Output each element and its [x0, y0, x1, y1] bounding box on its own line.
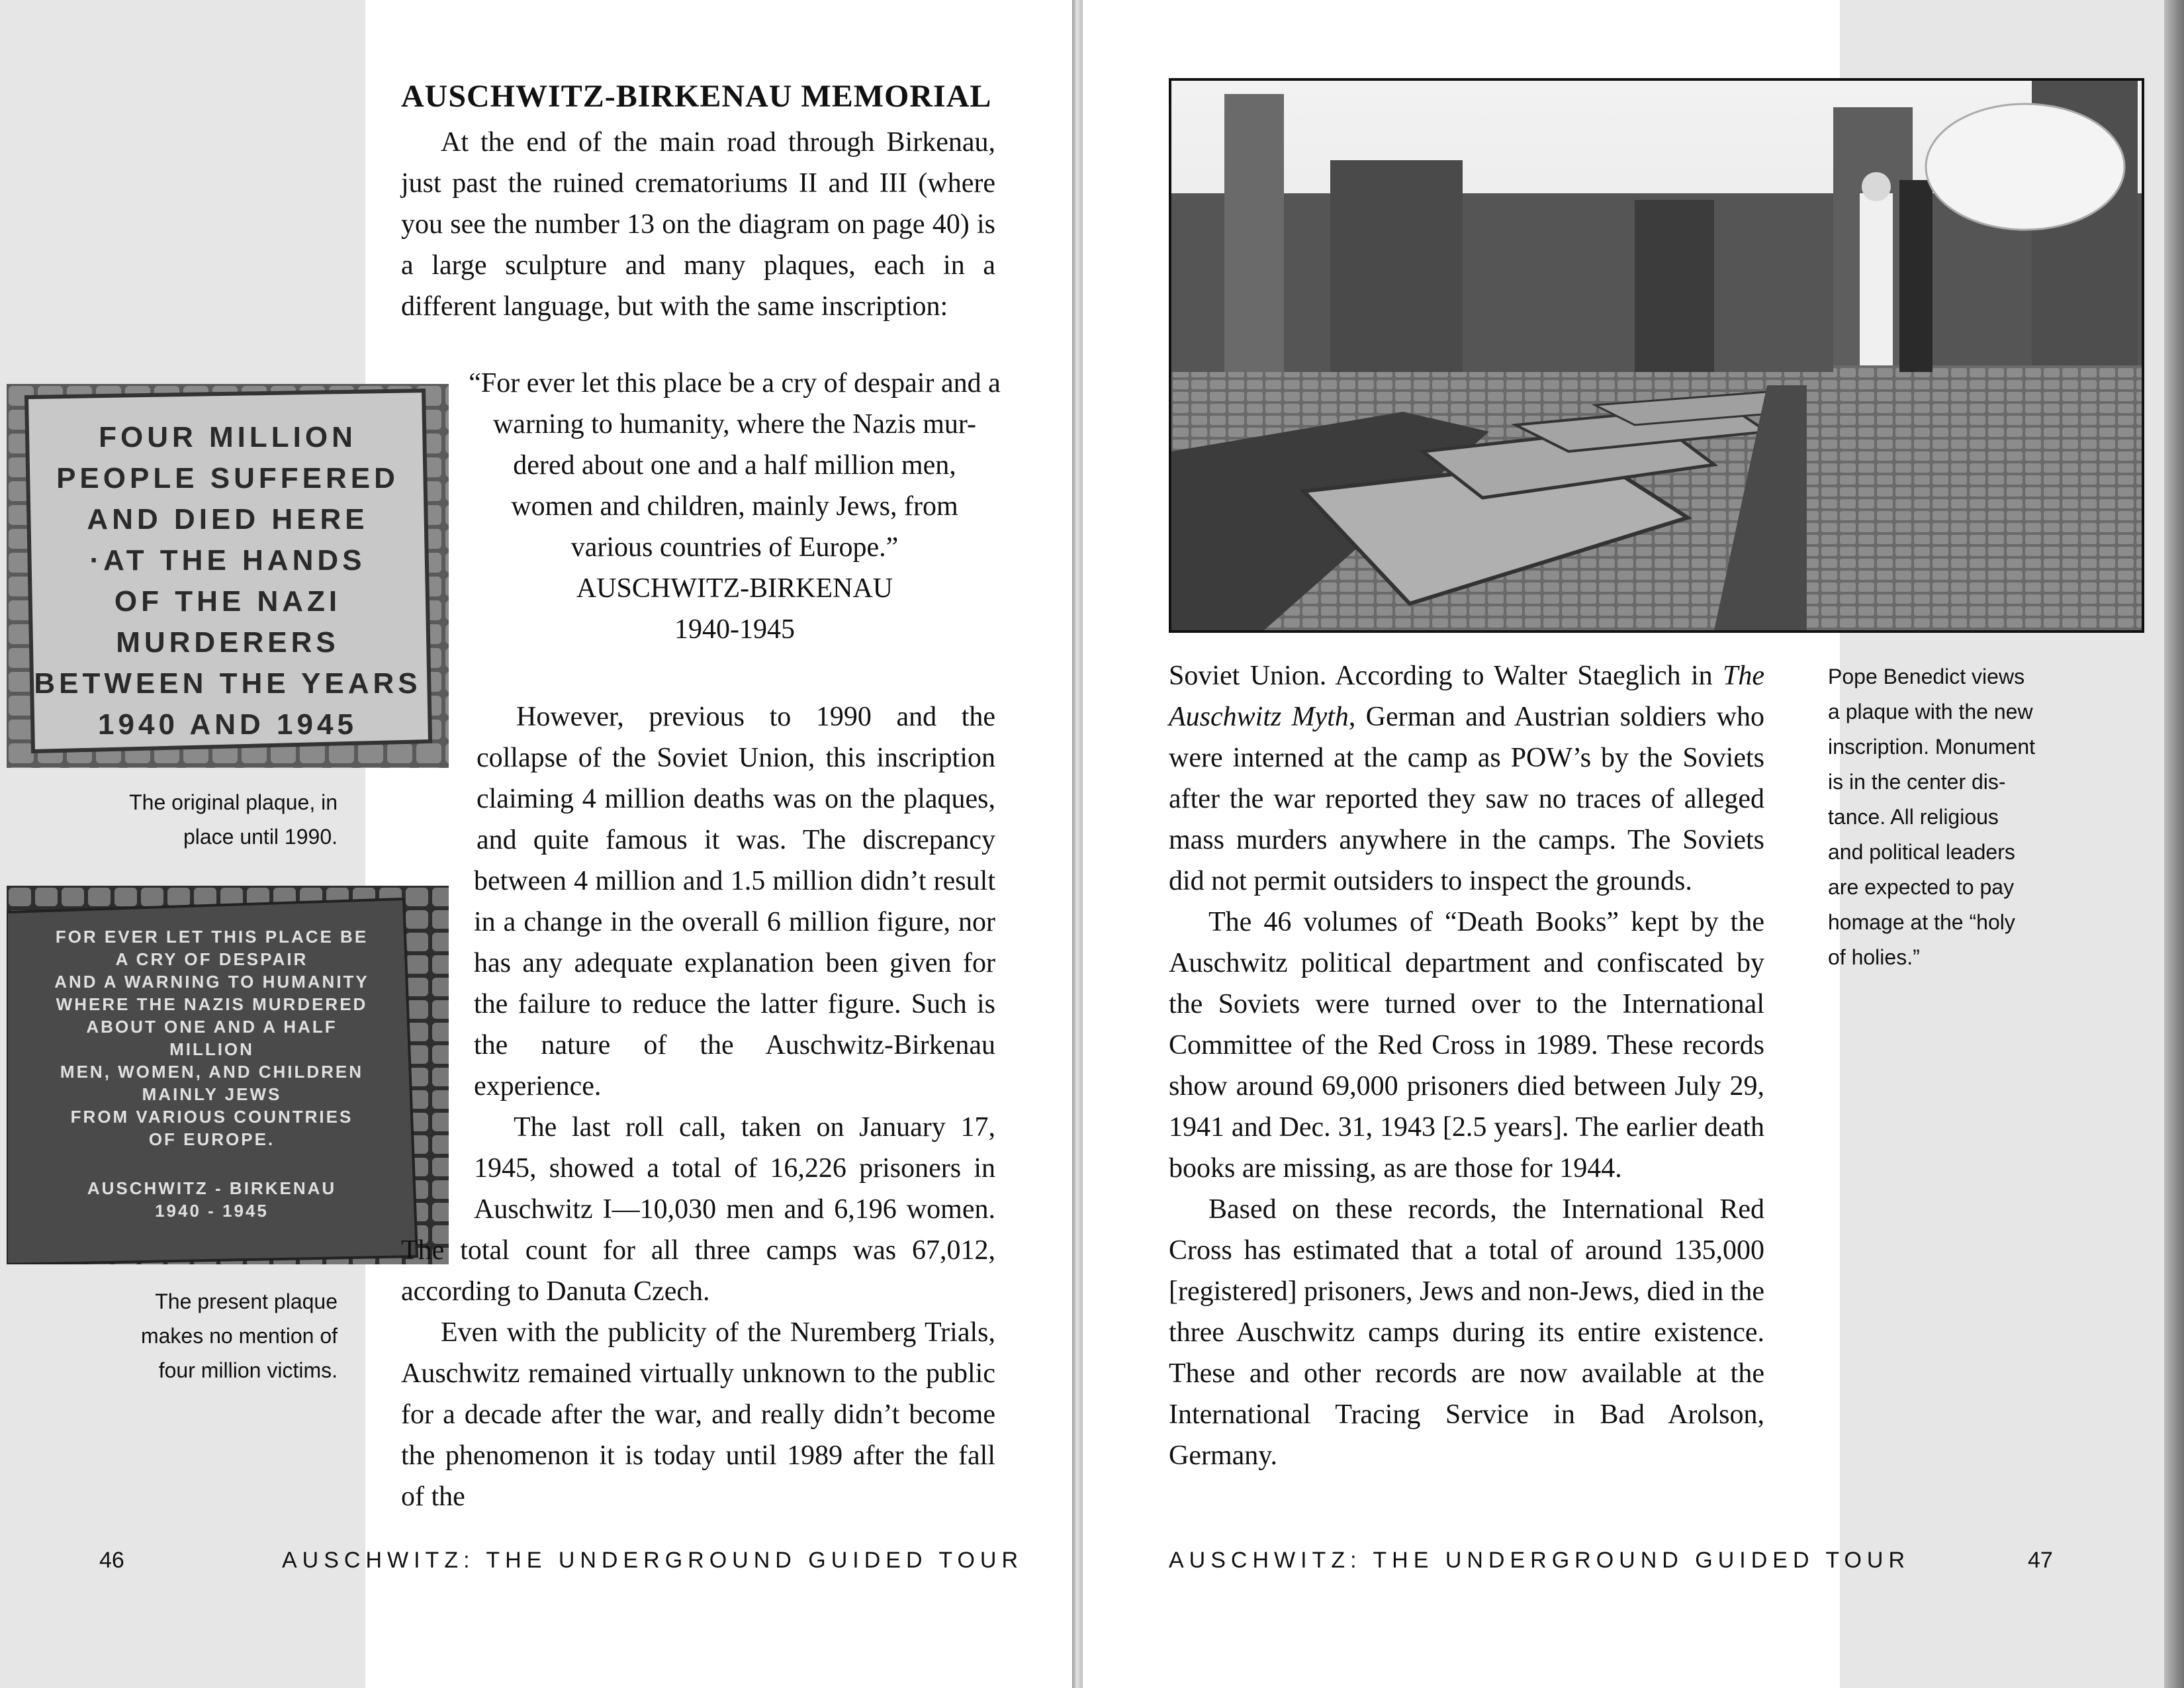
quote-line: AUSCHWITZ-BIRKENAU — [576, 573, 893, 604]
present-plaque-photo — [7, 886, 449, 1264]
plaque-line: A CRY OF DESPAIR — [115, 949, 308, 969]
paragraph-however: However, previous to 1990 and the collapse of the Soviet Union, this inscription claiming 4 million deaths was on the plaques, and quite famous it was. The discrepancy between 4 million and 1.5 million didn’t result in a change in the overall 6 million figure, nor has any adequate explanation been given for the failure to reduce the latter figure. Such is the nature of the Auschwitz-Birkenau experience. — [474, 702, 995, 1102]
caption-line: of holies.” — [1828, 945, 1920, 969]
text-run: , German and Austrian soldiers who were interned at the camp as POW’s by the Soviets after the war reported they saw no traces of alleged mass murders anywhere in the camps. The Soviets did not permit outsiders to inspect the grounds. — [1169, 702, 1764, 896]
text-run: Soviet Union. According to Walter Staeglich in — [1169, 661, 1723, 691]
float-spacer-b — [401, 826, 474, 1196]
book-gutter — [1072, 0, 1083, 1688]
left-page — [0, 0, 1072, 1688]
quote-line: various countries of Europe.” — [570, 532, 899, 563]
plaque-line: BETWEEN THE YEARS — [34, 667, 422, 700]
memorial-photo — [1169, 78, 2144, 633]
intro-paragraph — [401, 122, 995, 327]
plaque-line: AND DIED HERE — [87, 503, 369, 536]
caption-line: place until 1990. — [183, 825, 338, 849]
paragraph-soviet — [1169, 655, 1764, 902]
caption-line: inscription. Monument — [1828, 735, 2036, 759]
paragraph-deathbooks: The 46 volumes of “Death Books” kept by the Auschwitz political department and confiscated by the Soviets were turned over to the International Committee of the Red Cross in 1989. These records show around 69,000 prisoners died between July 29, 1941 and Dec. 31, 1943 [2.5 years]. The earlier death books are missing, as are those for 1944. — [1169, 907, 1764, 1184]
caption-line: are expected to pay — [1828, 875, 2015, 899]
plaque-inscription-new — [7, 925, 417, 1222]
caption-line: homage at the “holy — [1828, 910, 2015, 934]
caption-line: Pope Benedict views — [1828, 665, 2025, 688]
caption-line: a plaque with the new — [1828, 700, 2033, 724]
caption-line: is in the center dis- — [1828, 770, 2006, 794]
plaque-inscription-old — [7, 417, 449, 745]
running-footer-right: AUSCHWITZ: THE UNDERGROUND GUIDED TOUR — [1169, 1548, 1911, 1573]
plaque-line: MEN, WOMEN, AND CHILDREN — [60, 1062, 364, 1082]
plaque-line: OF THE NAZI — [114, 585, 341, 618]
plaque-spacer — [7, 1150, 417, 1177]
memorial-scene — [1171, 81, 2142, 630]
caption-present-plaque — [79, 1284, 338, 1387]
plaque-line: FOUR MILLION — [99, 421, 357, 453]
book-title-italic: The Auschwitz Myth — [1169, 661, 1764, 732]
plaque-line: MURDERERS — [116, 626, 340, 659]
paragraph-rollcall: The last roll call, taken on January 17, 1945, showed a total of 16,226 prisoners in Auschwitz I—10,030 men and 6,196 women. The total count for all three camps was 67,012, according to Danuta Czech. — [401, 1112, 995, 1307]
original-plaque-photo — [7, 384, 449, 768]
plaque-line: AND A WARNING TO HUMANITY — [54, 972, 369, 992]
body-column-lower — [401, 696, 995, 1517]
plaque-line: MILLION — [169, 1039, 254, 1059]
plaque-line: PEOPLE SUFFERED — [56, 462, 399, 494]
page-edge-shadow — [2164, 0, 2184, 1688]
caption-line: makes no mention of — [140, 1324, 338, 1348]
inscription-quote — [463, 363, 1006, 650]
caption-original-plaque — [79, 785, 338, 854]
caption-line: The original plaque, in — [129, 790, 338, 814]
plaque-line: 1940 - 1945 — [155, 1201, 269, 1221]
section-heading: AUSCHWITZ-BIRKENAU MEMORIAL — [401, 79, 992, 114]
plaque-line: OF EUROPE. — [148, 1129, 275, 1149]
plaque-line: FROM VARIOUS COUNTRIES — [70, 1107, 353, 1127]
plaque-line: 1940 AND 1945 — [98, 708, 357, 741]
plaque-line: ·AT THE HANDS — [89, 544, 366, 577]
paragraph-redcross: Based on these records, the International Red Cross has estimated that a total of around 135,000 [registered] prisoners, Jews and non-Jews, died in the three Auschwitz camps during its entire existence. These and other records are now available at the International Tracing Service in Bad Arolson, Germany. — [1169, 1194, 1764, 1471]
quote-line: 1940-1945 — [674, 614, 795, 645]
quote-line: “For ever let this place be a cry of despair and a — [469, 368, 1001, 399]
plaque-line: ABOUT ONE AND A HALF — [86, 1017, 338, 1037]
caption-line: The present plaque — [155, 1289, 338, 1313]
quote-line: dered about one and a half million men, — [513, 450, 956, 481]
float-spacer-a — [401, 696, 477, 826]
plaque-line: MAINLY JEWS — [142, 1084, 282, 1104]
right-body-column — [1169, 655, 1764, 1476]
page-number-right: 47 — [2028, 1548, 2053, 1573]
paragraph-nuremberg: Even with the publicity of the Nuremberg Trials, Auschwitz remained virtually unknown to the public for a decade after the war, and really didn’t become the phenomenon it is today until 1989 after the fall of the — [401, 1317, 995, 1512]
running-footer-left: AUSCHWITZ: THE UNDERGROUND GUIDED TOUR — [282, 1548, 1024, 1573]
caption-line: and political leaders — [1828, 840, 2015, 864]
intro-text: At the end of the main road through Birkenau, just past the ruined crematoriums II and III (where you see the number 13 on the diagram on page 40) is a large sculpture and many plaques, each in a different language, but with the same inscription: — [401, 127, 995, 322]
page-number-left: 46 — [99, 1548, 124, 1573]
plaque-line: FOR EVER LET THIS PLACE BE — [55, 927, 369, 947]
plaque-line: WHERE THE NAZIS MURDERED — [56, 994, 368, 1014]
quote-line: women and children, mainly Jews, from — [511, 491, 958, 522]
caption-line: four million victims. — [158, 1358, 338, 1382]
quote-line: warning to humanity, where the Nazis mur- — [492, 409, 977, 440]
caption-line: tance. All religious — [1828, 805, 1999, 829]
right-page — [1083, 0, 2184, 1688]
caption-memorial-photo — [1828, 659, 2093, 975]
plaque-line: AUSCHWITZ - BIRKENAU — [87, 1178, 337, 1198]
